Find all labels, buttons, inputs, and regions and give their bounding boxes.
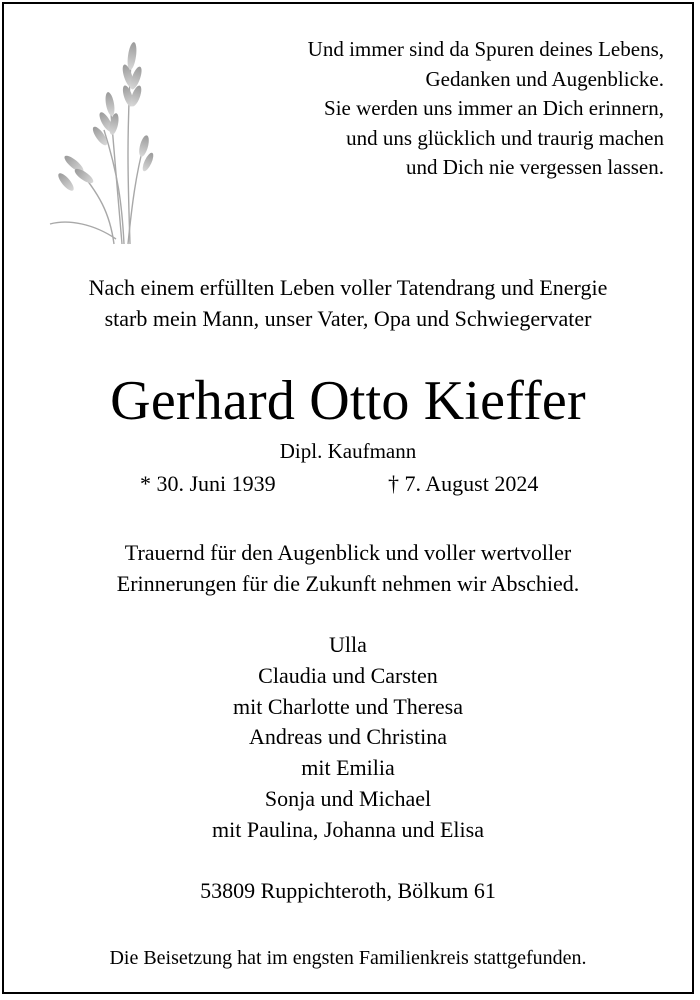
poem [224, 35, 664, 183]
poem-line: Gedanken und Augenblicke. [425, 66, 664, 91]
intro-line: Nach einem erfüllten Leben voller Tatendrang und Energie [88, 275, 608, 300]
farewell-text [4, 537, 692, 599]
poem-line: und Dich nie vergessen lassen. [406, 155, 664, 179]
death-date: † 7. August 2024 [388, 471, 539, 496]
mourners-list [4, 630, 692, 846]
deceased-title: Dipl. Kaufmann [279, 439, 417, 463]
address: 53809 Ruppichteroth, Bölkum 61 [200, 878, 496, 903]
birth-date: * 30. Juni 1939 [140, 471, 276, 496]
poem-line: Sie werden uns immer an Dich erinnern, [324, 96, 664, 120]
mourner-line: mit Paulina, Johanna und Elisa [212, 816, 484, 842]
mourner-line: Claudia und Carsten [258, 662, 438, 688]
mourner-line: Sonja und Michael [264, 785, 432, 811]
farewell-line: Trauernd für den Augenblick und voller wertvoller [124, 540, 572, 565]
poem-line: Und immer sind da Spuren deines Lebens, [307, 37, 664, 61]
burial-note: Die Beisetzung hat im engsten Familienkreis stattgefunden. [109, 947, 587, 969]
mourner-line: Ulla [329, 632, 367, 657]
mourner-line: mit Emilia [301, 755, 395, 781]
wheat-icon [44, 34, 174, 249]
deceased-name: Gerhard Otto Kieffer [110, 370, 586, 432]
life-dates [4, 468, 692, 500]
mourner-line: Andreas und Christina [249, 724, 447, 750]
poem-line: und uns glücklich und traurig machen [346, 125, 664, 150]
intro-text [4, 272, 692, 334]
intro-line: starb mein Mann, unser Vater, Opa und Schwiegervater [104, 306, 592, 331]
farewell-line: Erinnerungen für die Zukunft nehmen wir Abschied. [116, 571, 580, 596]
mourner-line: mit Charlotte und Theresa [233, 693, 463, 719]
obituary-notice [2, 2, 694, 994]
